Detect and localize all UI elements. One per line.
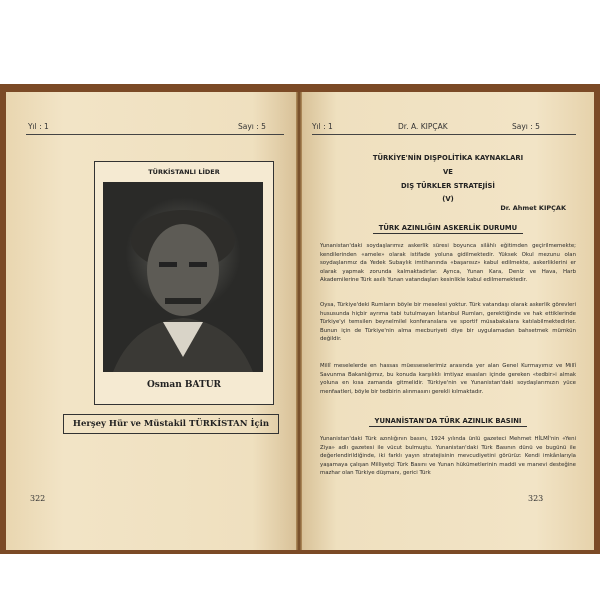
photo-caption: TÜRKİSTANLI LİDER — [148, 168, 220, 176]
photo-name: Osman BATUR — [146, 380, 222, 390]
photo-frame — [94, 161, 274, 405]
page-number: 322 — [30, 494, 46, 503]
article-title-line-1: TÜRKİYE'NİN DIŞPOLİTİKA KAYNAKLARI — [372, 154, 524, 162]
section-heading-press — [330, 417, 566, 427]
header-author: Dr. A. KIPÇAK — [398, 122, 448, 131]
page-number: 323 — [528, 494, 544, 503]
header-year: Yıl : 1 — [312, 122, 333, 131]
paragraph-2: Oysa, Türkiye'deki Rumların böyle bir meselesi yoktur. Türk vatandaşı olarak askerlik görevleri hususunda hiçbir ayrıma tabi tutulmayan İstanbul Rumları, gerektiğinde ve hak ettiklerinde Türkiye'yi temsilen beynelmilel konferanslara ve sportif müsabakalara katılabilmektedirler. Bunun için de Türkiye'nin alma mecburiyeti diye bir uygulamadan bahsetmek mümkün değildir. — [320, 302, 576, 342]
article-title-line-4: (V) — [442, 195, 454, 203]
header-rule — [26, 134, 284, 135]
article-title-line-3: DIŞ TÜRKLER STRATEJİSİ — [401, 182, 495, 190]
left-page — [6, 92, 296, 550]
article-title-line-2: VE — [443, 168, 453, 176]
section-heading-label: YUNANİSTAN'DA TÜRK AZINLIK BASINI — [369, 417, 528, 427]
header-rule — [312, 134, 576, 135]
paragraph-4: Yunanistan'daki Türk azınlığının basını, 1924 yılında ünlü gazeteci Mehmet HİLMİ'nin «Yeni Ziya» adlı gazetesi ile vücut bulmuştu. Yunanistan'daki Türk Basının dünü ve bugünü ile değerlendirildiğinde, iki farklı yayın stratejisinin mevcudiyetini görürüz: Kendi imkânlarıyla yaşamaya çalışan Milliyetçi Türk Basını ve Yunan hükümetlerinin maddi ve manevi desteğine mazhar olan Türkiye düşmanı, gerici Türk — [320, 436, 576, 476]
right-page — [302, 92, 594, 550]
header-issue: Sayı : 5 — [238, 122, 266, 131]
paragraph-1: Yunanistan'daki soydaşlarımız askerlik süresi boyunca silâhlı eğitimden geçirilmemekte; kendilerinden «amele» olarak istifade yoluna gidilmektedir. Yüksek Okul mezunu olan soydaşlarımız da Yedek Subaylık imtihanında «başarısız» kabul edilmekte, askerliklerini er olarak yapmak zorunda kalmaktadırlar. Ayrıca, Yunan Kara, Deniz ve Hava, Harb Akademilerine Türk asıllı Yunan vatandaşları kesinlikle kabul edilmemektedir. — [320, 243, 576, 283]
header-year: Yıl : 1 — [28, 122, 49, 131]
slogan-banner: Herşey Hür ve Müstakil TÜRKİSTAN İçin — [63, 414, 279, 434]
article-author: Dr. Ahmet KIPÇAK — [500, 204, 566, 212]
header-issue: Sayı : 5 — [512, 122, 540, 131]
paragraph-3: Millî meselelerde en hassas müesseselerimiz arasında yer alan Genel Kurmayımız ve Millî Savunma Bakanlığımız, bu konuda karşılıklı imtiyaz esasları içinde gereken «tedbir»i almak yoluna en kısa zamanda gitmelidir. Türkiye'nin ve Yunanistan'daki soydaşlarımızın yüce menfaatleri, böyle bir tedbirin alınmasını gerekli kılmaktadır. — [320, 363, 576, 395]
portrait-photo — [103, 182, 263, 372]
section-heading-label: TÜRK AZINLIĞIN ASKERLİK DURUMU — [373, 224, 523, 234]
portrait-image — [103, 182, 263, 372]
section-heading-military — [330, 224, 566, 234]
